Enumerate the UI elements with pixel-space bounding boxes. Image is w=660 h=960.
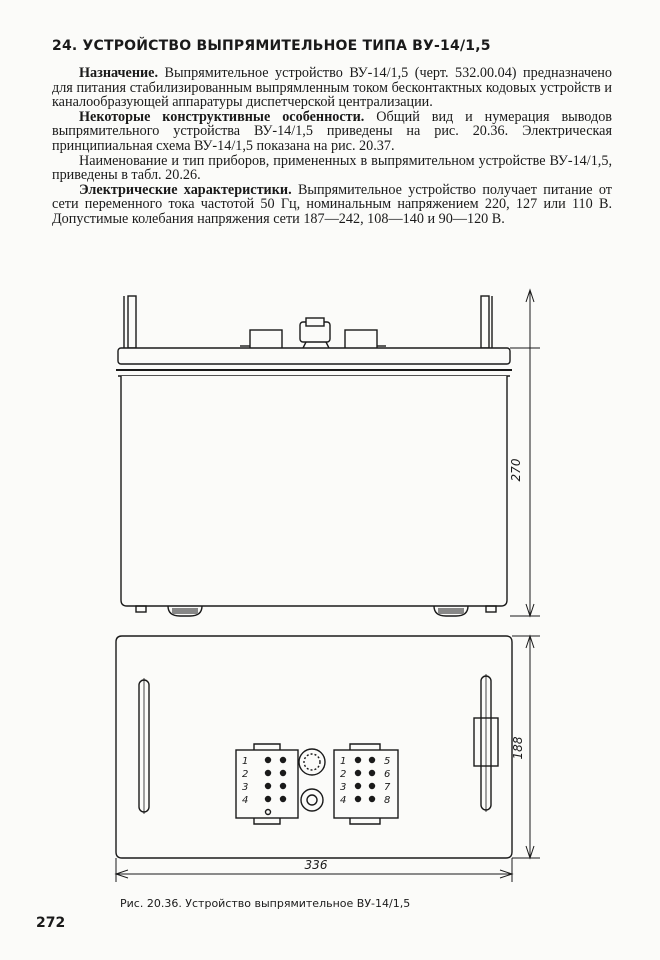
dim-width-label: 336 xyxy=(304,858,328,872)
pin-number: 4 xyxy=(340,795,347,806)
top-view xyxy=(116,636,540,882)
paragraph-electrical xyxy=(52,183,612,227)
pin-number: 2 xyxy=(340,769,347,780)
pin-number: 2 xyxy=(242,769,249,780)
paragraph-body: Наименование и тип приборов, примененных в выпрямительном устройстве ВУ-14/1,5, приведены в табл. 20.26. xyxy=(52,152,612,184)
paragraph-body: Выпрямительное устройство ВУ-14/1,5 (черт. 532.00.04) предназначено для питания стабилизированным выпрямленным током бесконтактных кодовых устройств и каналообразующей аппаратуры диспетчерской централизации. xyxy=(52,65,612,111)
paragraph-title: Электрические характеристики. xyxy=(79,181,292,198)
front-view xyxy=(116,290,540,616)
paragraph-purpose xyxy=(52,66,612,110)
pin-number: 4 xyxy=(242,795,249,806)
paragraph-devices xyxy=(52,154,612,183)
page-number: 272 xyxy=(36,915,66,931)
pin-number: 1 xyxy=(340,756,347,767)
figure-caption: Рис. 20.36. Устройство выпрямительное ВУ-14/1,5 xyxy=(120,897,411,910)
dim-height-label: 270 xyxy=(509,458,523,482)
paragraph-body: Общий вид и нумерация выводов выпрямительного устройства ВУ-14/1,5 приведены на рис. 20.36. Электрическая принципиальная схема ВУ-14/1,5 показана на рис. 20.37. xyxy=(52,108,612,154)
pin-number: 1 xyxy=(242,756,249,767)
paragraph-title: Некоторые конструктивные особенности. xyxy=(79,108,365,125)
pin-number: 5 xyxy=(384,756,391,767)
pin-number: 8 xyxy=(384,795,391,806)
paragraph-body: Выпрямительное устройство получает питание от сети переменного тока частотой 50 Гц, номинальным напряжением 220, 127 или 110 В. Допустимые колебания напряжения сети 187—242, 108—140 и 90—120 В. xyxy=(52,181,612,227)
dim-depth-label: 188 xyxy=(511,736,525,760)
paragraph-title: Назначение. xyxy=(79,65,159,81)
body-text xyxy=(52,66,612,227)
pin-number: 6 xyxy=(384,769,391,780)
paragraph-design xyxy=(52,110,612,154)
technical-drawing xyxy=(0,270,660,890)
pin-number: 7 xyxy=(384,782,391,793)
pin-number: 3 xyxy=(340,782,347,793)
pin-number: 3 xyxy=(242,782,249,793)
section-heading: 24. УСТРОЙСТВО ВЫПРЯМИТЕЛЬНОЕ ТИПА ВУ-14/1,5 xyxy=(52,38,491,54)
